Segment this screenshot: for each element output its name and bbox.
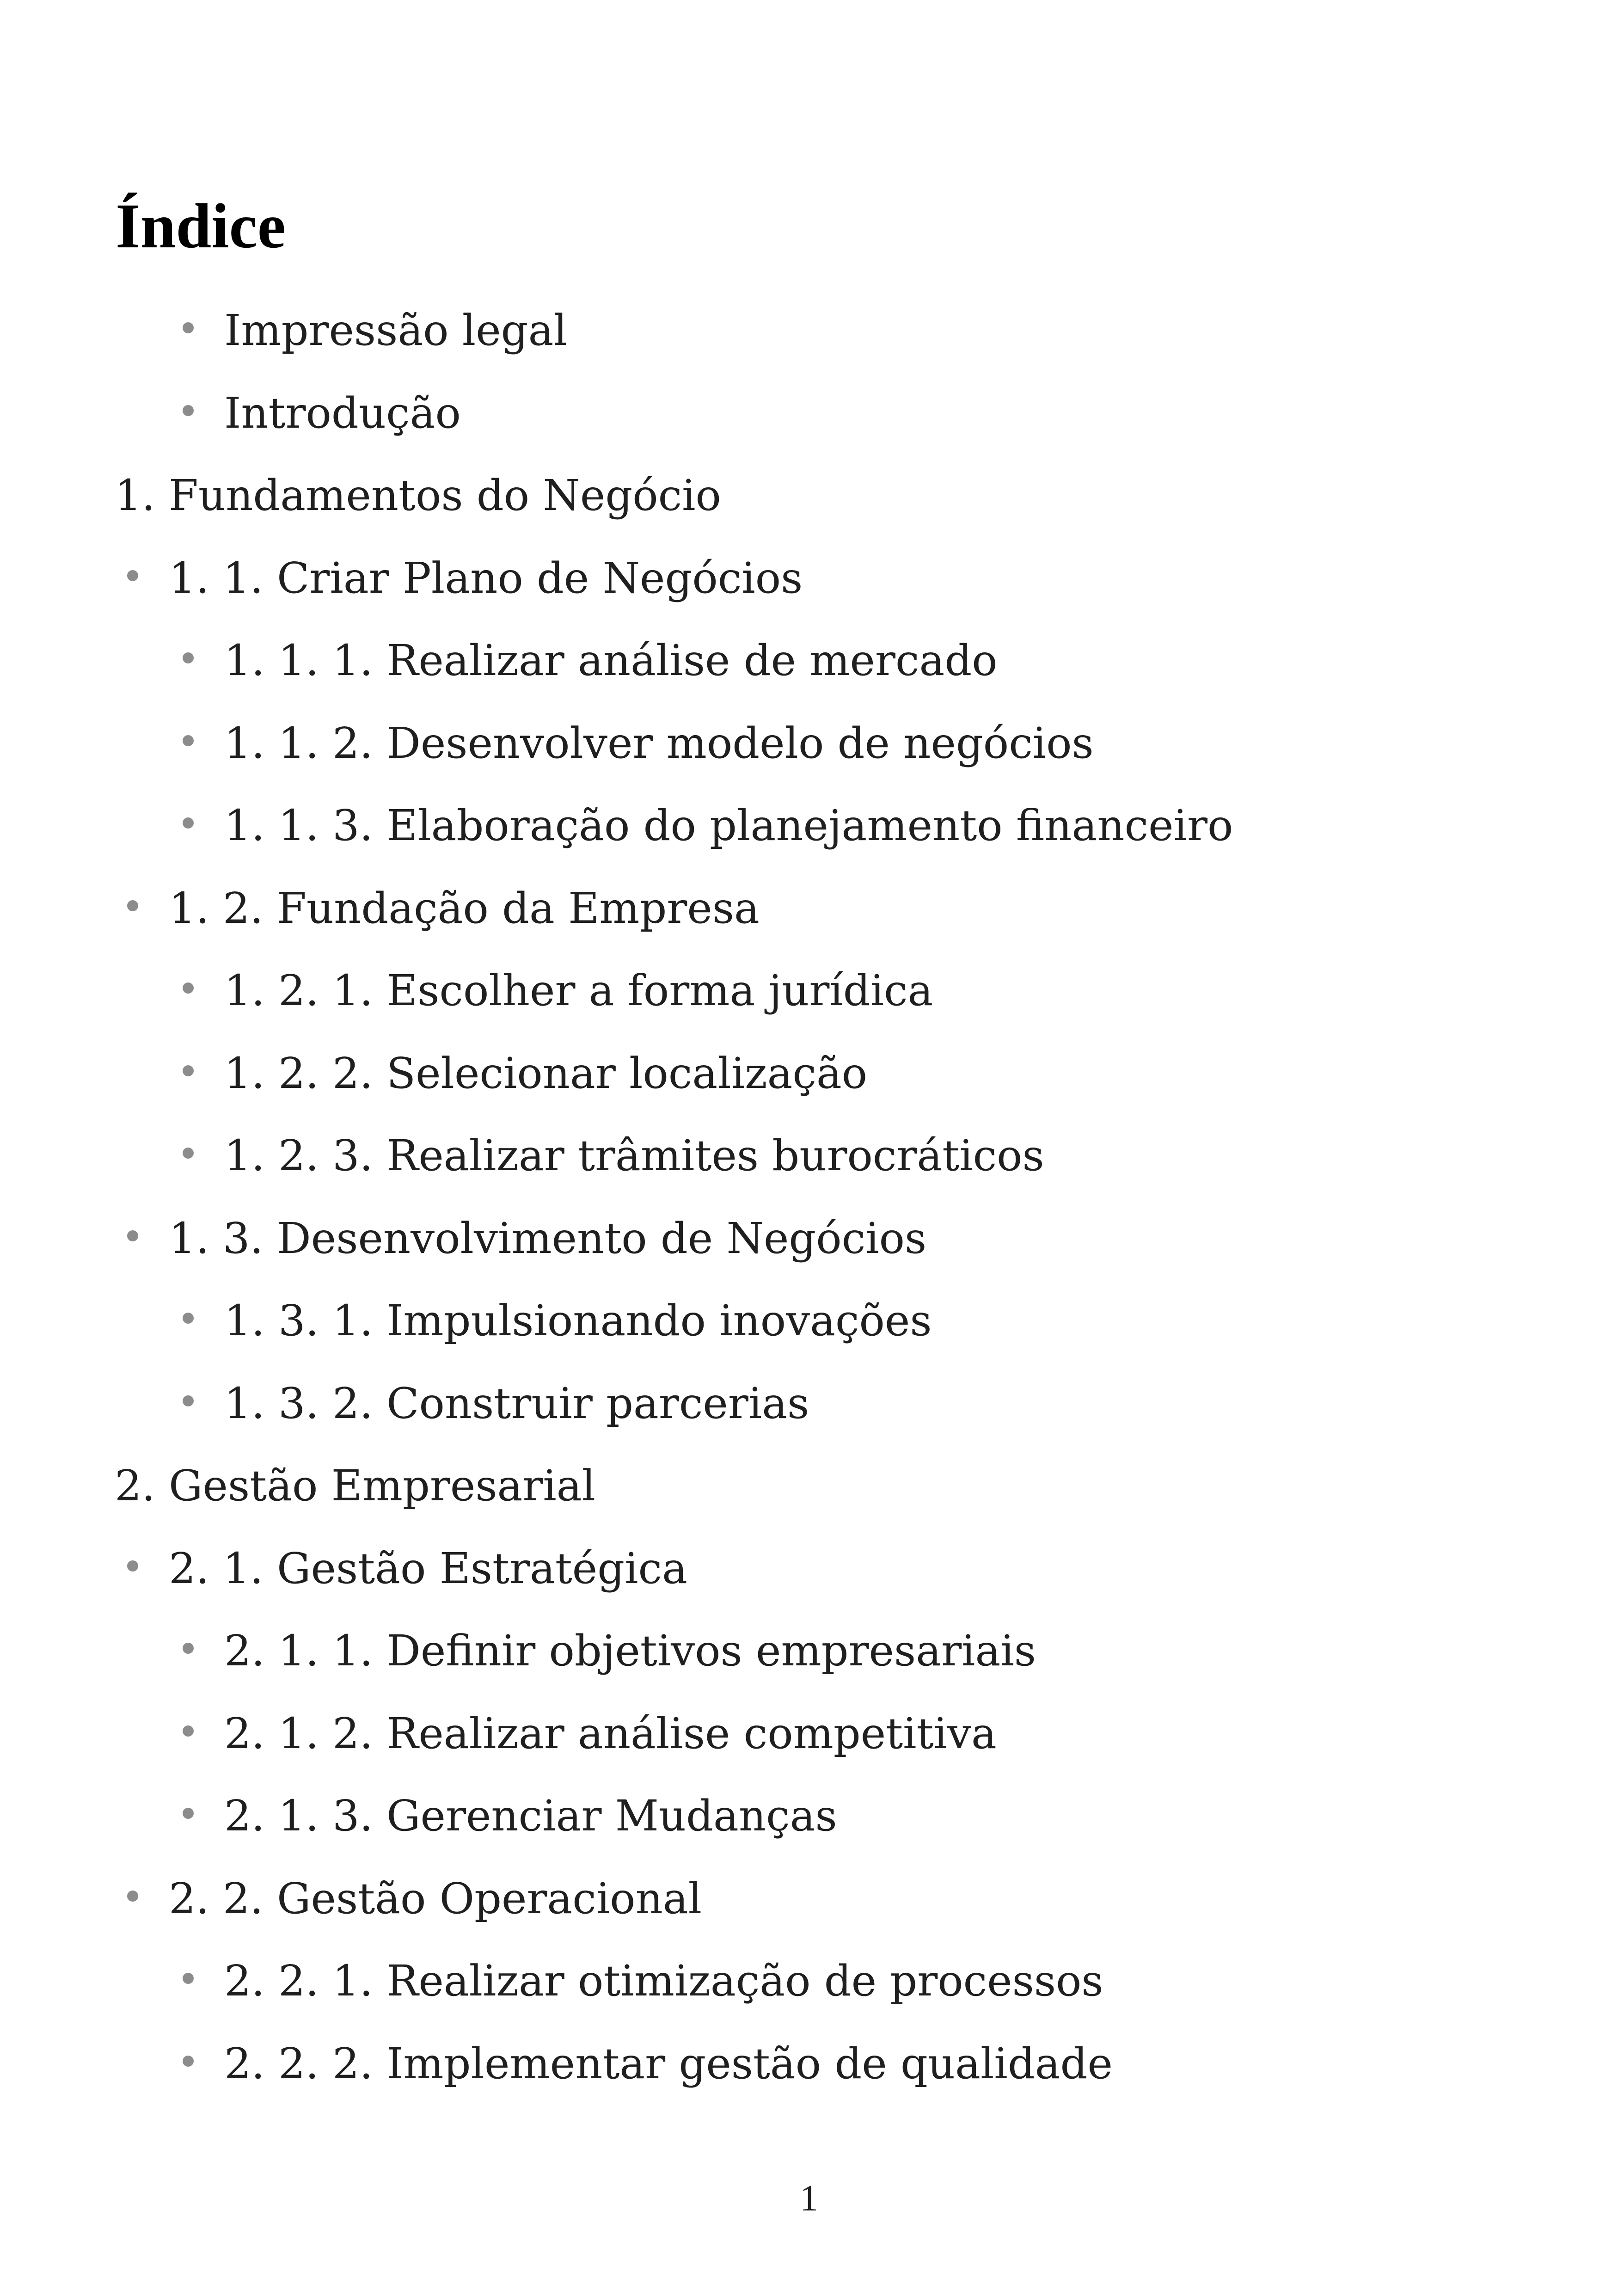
bullet-icon <box>127 900 138 911</box>
bullet-icon <box>183 817 194 829</box>
toc-entry-label: 1. 1. Criar Plano de Negócios <box>169 553 803 603</box>
toc-entry[interactable] <box>183 1703 997 1758</box>
bullet-icon <box>183 1065 194 1076</box>
toc-entry-label: 2. 1. Gestão Estratégica <box>169 1543 687 1593</box>
toc-entry[interactable] <box>183 960 933 1015</box>
toc-entry-label: 1. 2. 2. Selecionar localização <box>224 1048 868 1098</box>
toc-entry[interactable] <box>183 1125 1044 1180</box>
toc-entry-label: 2. Gestão Empresarial <box>115 1461 596 1511</box>
page-title: Índice <box>116 190 286 261</box>
toc-entry[interactable] <box>183 1043 867 1098</box>
toc-entry-label: 2. 1. 2. Realizar análise competitiva <box>224 1708 997 1758</box>
toc-entry-label: 1. 2. Fundação da Empresa <box>169 883 760 933</box>
page-number: 1 <box>800 2178 818 2219</box>
bullet-icon <box>183 1725 194 1737</box>
bullet-icon <box>183 1313 194 1324</box>
toc-entry[interactable] <box>127 1868 702 1923</box>
toc-entry-label: 1. 3. 1. Impulsionando inovações <box>224 1296 932 1346</box>
toc-chapter[interactable] <box>115 465 721 520</box>
toc-entry[interactable] <box>183 1290 932 1345</box>
toc-entry[interactable] <box>183 1620 1036 1676</box>
toc-entry-label: 2. 1. 1. Definir objetivos empresariais <box>224 1626 1036 1676</box>
toc-entry[interactable] <box>183 2033 1113 2088</box>
toc-entry-label: Impressão legal <box>224 306 567 356</box>
toc-entry[interactable] <box>127 1208 926 1263</box>
toc-entry-label: 1. 1. 2. Desenvolver modelo de negócios <box>224 718 1094 768</box>
toc-entry-label: Introdução <box>224 388 461 438</box>
bullet-icon <box>183 1973 194 1984</box>
bullet-icon <box>183 405 194 416</box>
toc-entry[interactable] <box>183 795 1233 850</box>
toc-entry[interactable] <box>183 1950 1103 2006</box>
bullet-icon <box>127 1891 138 1902</box>
bullet-icon <box>127 1230 138 1241</box>
toc-entry-label: 1. 3. 2. Construir parcerias <box>224 1378 809 1428</box>
toc-entry[interactable] <box>183 300 567 355</box>
toc-entry-label: 2. 2. Gestão Operacional <box>169 1873 702 1923</box>
bullet-icon <box>183 982 194 994</box>
toc-entry[interactable] <box>127 1538 687 1593</box>
toc-entry[interactable] <box>127 547 803 603</box>
toc-entry[interactable] <box>127 878 760 933</box>
bullet-icon <box>183 1148 194 1159</box>
toc-entry-label: 1. 1. 3. Elaboração do planejamento financeiro <box>224 801 1233 851</box>
bullet-icon <box>127 1560 138 1572</box>
toc-entry-label: 1. 3. Desenvolvimento de Negócios <box>169 1213 927 1263</box>
toc-entry-label: 2. 2. 1. Realizar otimização de processos <box>224 1956 1103 2006</box>
toc-entry-label: 1. 2. 1. Escolher a forma jurídica <box>224 966 933 1016</box>
toc-entry[interactable] <box>183 1373 809 1428</box>
toc-entry-label: 2. 2. 2. Implementar gestão de qualidade <box>224 2038 1113 2088</box>
bullet-icon <box>183 1395 194 1406</box>
bullet-icon <box>183 1643 194 1654</box>
bullet-icon <box>183 322 194 333</box>
toc-entry-label: 1. 1. 1. Realizar análise de mercado <box>224 636 998 686</box>
bullet-icon <box>127 570 138 581</box>
toc-entry[interactable] <box>183 382 461 438</box>
bullet-icon <box>183 652 194 663</box>
toc-chapter[interactable] <box>115 1455 595 1510</box>
bullet-icon <box>183 735 194 746</box>
toc-entry[interactable] <box>183 1785 837 1841</box>
toc-entry-label: 1. Fundamentos do Negócio <box>115 471 721 521</box>
bullet-icon <box>183 2056 194 2067</box>
toc-entry[interactable] <box>183 712 1094 768</box>
bullet-icon <box>183 1808 194 1819</box>
toc-entry-label: 2. 1. 3. Gerenciar Mudanças <box>224 1791 837 1841</box>
toc-entry[interactable] <box>183 630 998 685</box>
toc-entry-label: 1. 2. 3. Realizar trâmites burocráticos <box>224 1131 1044 1181</box>
